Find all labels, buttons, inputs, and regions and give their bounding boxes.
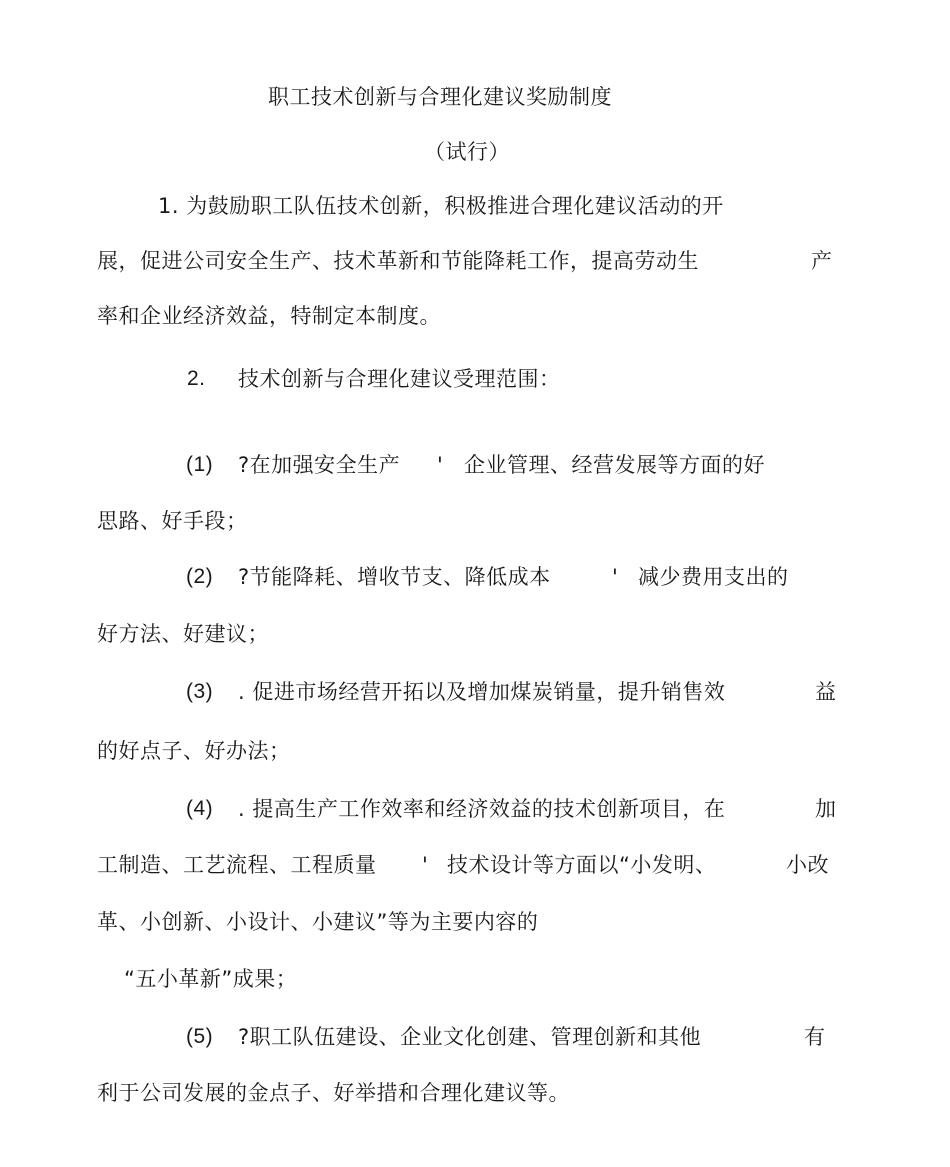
paragraph-2-number: 2. (187, 367, 206, 390)
item-4-text-b-end: 小改 (786, 853, 829, 877)
item-3-text-a: . 促进市场经营开拓以及增加煤炭销量，提升销售效 (238, 680, 726, 704)
item-2-mark: ' (612, 565, 619, 589)
item-1-text-c: 思路、好手段； (97, 509, 248, 533)
item-4-text-b2: 技术设计等方面以“小发明、 (447, 853, 717, 877)
item-3-text-c: 的好点子、好办法； (97, 739, 291, 763)
paragraph-1-line-3: 率和企业经济效益，特制定本制度。 (97, 304, 441, 328)
item-5-text-a: ?职工队伍建设、企业文化创建、管理创新和其他 (238, 1025, 702, 1049)
item-3-text-end: 益 (815, 680, 837, 704)
paragraph-1-line-2-end: 产 (811, 249, 833, 273)
item-3-number: (3) (186, 680, 214, 703)
item-1-mark: ' (437, 453, 444, 477)
item-5-text-b: 利于公司发展的金点子、好举措和合理化建议等。 (97, 1081, 570, 1105)
paragraph-2-text: 技术创新与合理化建议受理范围： (238, 367, 561, 391)
document-title: 职工技术创新与合理化建议奖励制度 (268, 85, 612, 109)
item-4-text-b1: 工制造、工艺流程、工程质量 (97, 853, 377, 877)
item-4-text-end: 加 (815, 797, 837, 821)
item-5-number: (5) (186, 1025, 214, 1048)
item-1-number: (1) (186, 453, 214, 476)
item-4-mark: ' (422, 853, 429, 877)
item-4-text-d: “五小革新”成果； (124, 967, 298, 991)
item-2-text-c: 好方法、好建议； (97, 622, 269, 646)
item-2-text-a: ?节能降耗、增收节支、降低成本 (238, 565, 551, 589)
item-2-number: (2) (186, 565, 214, 588)
item-1-text-a: ?在加强安全生产 (238, 453, 401, 477)
paragraph-1-line-2: 展，促进公司安全生产、技术革新和节能降耗工作，提高劳动生 (97, 249, 699, 273)
item-4-number: (4) (186, 797, 214, 820)
item-4-text-a: . 提高生产工作效率和经济效益的技术创新项目，在 (238, 797, 726, 821)
item-2-text-b: 减少费用支出的 (638, 565, 789, 589)
document-subtitle: （试行） (424, 140, 510, 164)
item-4-text-c: 革、小创新、小设计、小建议”等为主要内容的 (97, 910, 539, 934)
paragraph-1-line-1: 1. 为鼓励职工队伍技术创新，积极推进合理化建议活动的开 (158, 194, 724, 218)
item-5-text-end: 有 (804, 1025, 826, 1049)
item-1-text-b: 企业管理、经营发展等方面的好 (464, 453, 765, 477)
